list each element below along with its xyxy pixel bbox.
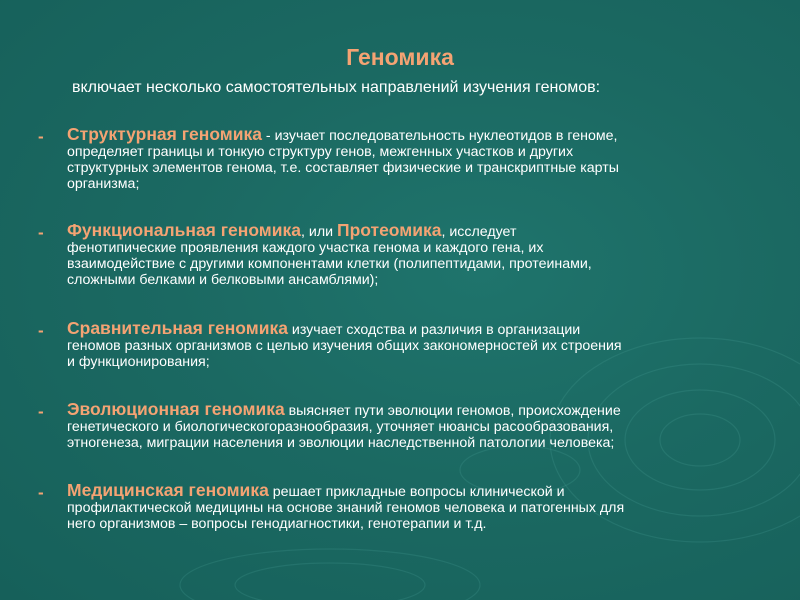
item-text-line: изучает сходства и различия в организации (287, 322, 581, 338)
term-proteomics: Протеомика (336, 220, 442, 240)
term-medical-genomics: Медицинская геномика (67, 480, 269, 500)
item-first-line (67, 482, 779, 500)
slide-title: Геномика (346, 44, 454, 70)
item-text-line: этногенеза, миграции населения и эволюции наследственной патологии человека; (67, 435, 615, 451)
item-first-line (67, 126, 779, 144)
item-text-line: организма; (67, 176, 140, 192)
bullet-dash: - (38, 127, 44, 146)
item-text-line: взаимодействие с другими компонентами клетки (полипептидами, протеинами, (67, 256, 592, 272)
item-text-line: выясняет пути эволюции геномов, происхождение (284, 403, 621, 419)
bullet-dash: - (38, 321, 44, 340)
item-text-line: структурных элементов генома, т.е. составляет физические и транскриптные карты (67, 160, 619, 176)
item-text-line: решает прикладные вопросы клинической и (268, 484, 565, 500)
item-text-line: и функционирования; (67, 354, 210, 370)
bullet-dash: - (38, 402, 44, 421)
term-evolutionary-genomics: Эволюционная геномика (67, 399, 285, 419)
term-comparative-genomics: Сравнительная геномика (67, 318, 288, 338)
item-first-line (67, 222, 779, 240)
item-first-line (67, 401, 779, 419)
bullet-dash: - (38, 483, 44, 502)
slide-subtitle: включает несколько самостоятельных направлений изучения геномов: (72, 79, 601, 96)
item-first-line (67, 320, 779, 338)
item-text-line: него организмов – вопросы генодиагностики, генотерапии и т.д. (67, 516, 487, 532)
term-connector: , или (301, 224, 337, 240)
term-structural-genomics: Структурная геномика (67, 124, 262, 144)
item-text-line: генетического и биологическогоразнообразия, уточняет нюансы расообразования, (67, 419, 614, 435)
bullet-dash: - (38, 223, 44, 242)
item-text-line: - изучает последовательность нуклеотидов в геноме, (261, 128, 618, 144)
item-text-line: профилактической медицины на основе знаний геномов человека и патогенных для (67, 500, 625, 516)
term-functional-genomics: Функциональная геномика (67, 220, 302, 240)
item-text-line: фенотипические проявления каждого участка генома и каждого гена, их (67, 240, 544, 256)
item-text-line: определяет границы и тонкую структуру генов, межгенных участков и других (67, 144, 574, 160)
item-text-line: , исследует (441, 224, 517, 240)
item-text-line: сложными белками и белковыми ансамблями); (67, 272, 379, 288)
item-text-line: геномов разных организмов с целью изучения общих закономерностей их строения (67, 338, 622, 354)
